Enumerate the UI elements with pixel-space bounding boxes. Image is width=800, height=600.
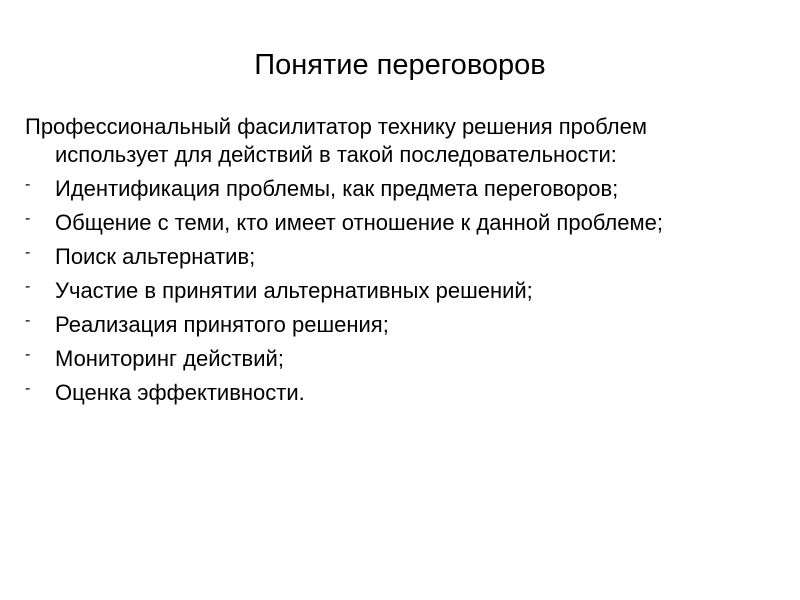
slide-title: Понятие переговоров: [254, 49, 546, 81]
dash-bullet-icon: -: [25, 346, 31, 363]
slide-body: [25, 113, 765, 413]
bullet-text: Оценка эффективности.: [55, 380, 305, 405]
bullet-text: Идентификация проблемы, как предмета переговоров;: [55, 176, 619, 201]
bullet-text: Поиск альтернатив;: [55, 244, 256, 269]
intro-paragraph: Профессиональный фасилитатор технику решения проблем использует для действий в такой последовательности:: [25, 114, 647, 167]
bullet-text: Мониторинг действий;: [55, 346, 284, 371]
dash-bullet-icon: -: [25, 244, 31, 261]
bullet-text: Участие в принятии альтернативных решений;: [55, 278, 533, 303]
bullet-item: [25, 277, 765, 305]
bullet-text: Реализация принятого решения;: [55, 312, 389, 337]
dash-bullet-icon: -: [25, 278, 31, 295]
bullet-text: Общение с теми, кто имеет отношение к данной проблеме;: [55, 210, 663, 235]
dash-bullet-icon: -: [25, 380, 31, 397]
bullet-item: [25, 345, 765, 373]
dash-bullet-icon: -: [25, 210, 31, 227]
dash-bullet-icon: -: [25, 176, 31, 193]
bullet-item: [25, 311, 765, 339]
bullet-item: [25, 379, 765, 407]
bullet-item: [25, 209, 765, 237]
bullet-list: [25, 175, 765, 407]
dash-bullet-icon: -: [25, 312, 31, 329]
bullet-item: [25, 243, 765, 271]
bullet-item: [25, 175, 765, 203]
